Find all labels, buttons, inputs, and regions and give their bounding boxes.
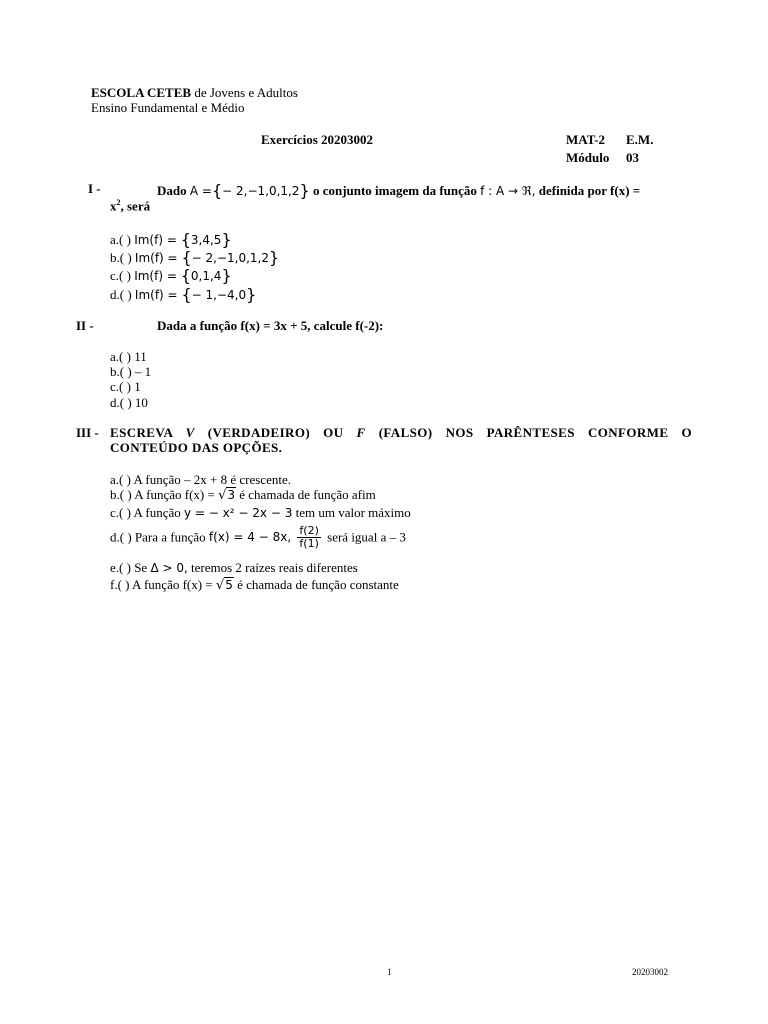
q2-number: II - [76,318,94,333]
option-text: A função – 2x + 8 é crescente. [133,472,291,487]
option-math: Im(f) = {− 1,−4,0} [134,285,257,304]
school-name-bold: ESCOLA CETEB [91,85,192,100]
q1-x: x [110,198,117,214]
q2-option-c[interactable] [110,380,141,394]
q3-option-b[interactable] [110,488,376,503]
fraction-numerator: f(2) [299,524,319,537]
option-text-post: será igual a – 3 [327,529,406,545]
q3-v: V [185,425,195,440]
q1-func-signature: f : A → ℜ, [480,184,536,198]
sqrt-symbol: √ [215,578,225,593]
option-math: Im(f) = {− 2,−1,0,1,2} [134,248,280,267]
option-letter: a.( ) [110,349,131,364]
q1-middle: o conjunto imagem da função [312,183,477,198]
module-label: Módulo [566,150,610,165]
radicand: 5 [225,578,233,592]
q3-option-f[interactable] [110,578,399,593]
option-text: A função f(x) = [134,487,215,502]
option-text: Se [134,560,148,575]
q3-statement-line2: CONTEÚDO DAS OPÇÕES. [110,440,283,455]
sqrt-symbol: √ [218,488,227,503]
option-letter: a.( ) [110,472,131,487]
subject-code: MAT-2 [566,132,605,147]
option-letter: d.( ) [110,287,132,302]
q1-option-c[interactable] [110,267,232,285]
school-level: Ensino Fundamental e Médio [91,100,245,115]
q1-set-a-values: − 2,−1,0,1,2 [222,184,300,198]
q1-number: I - [88,181,101,196]
school-name [91,86,298,100]
option-letter: b.( ) [110,487,132,502]
option-math: y = − x² − 2x − 3 [184,506,293,520]
option-text: Para a função [134,529,206,545]
fraction [297,525,320,550]
module-number: 03 [626,150,639,165]
grade-label: E.M. [626,132,654,147]
option-letter: b.( ) [110,250,132,265]
option-text: A função [133,505,181,520]
option-math: Δ > 0, [150,561,188,575]
q3-option-c[interactable] [110,506,411,520]
option-letter: f.( ) [110,577,130,592]
q1-statement-line1 [157,182,640,200]
option-letter: d.( ) [110,529,132,545]
option-text: – 1 [134,364,152,379]
q1-prefix: Dado [157,183,187,198]
q3-option-d[interactable] [110,525,406,550]
option-letter: e.( ) [110,560,131,575]
q3-statement-line1: ESCREVA V (VERDADEIRO) OU F (FALSO) NOS PARÊNTESES CONFORME O [110,425,692,440]
option-text: 1 [134,379,141,394]
q2-statement: Dada a função f(x) = 3x + 5, calcule f(-2): [157,318,384,333]
q1-line2-rest: , será [120,198,151,214]
fraction-denominator: f(1) [299,537,319,550]
option-text-post: é chamada de função constante [237,577,399,592]
option-letter: c.( ) [110,268,131,283]
option-text-post: é chamada de função afim [239,487,376,502]
q1-option-b[interactable] [110,249,279,267]
q2-option-a[interactable] [110,350,147,364]
option-text: 10 [134,395,148,410]
q1-suffix: definida por f(x) = [538,183,641,198]
option-letter: c.( ) [110,379,131,394]
q3-option-a[interactable] [110,473,291,487]
exercises-title: Exercícios 20203002 [261,132,374,147]
q3-f: F [356,425,366,440]
q2-option-b[interactable] [110,365,151,379]
option-math: Im(f) = {0,1,4} [134,266,232,285]
q3-option-e[interactable] [110,561,358,575]
q1-set-a-lhs: A = [189,184,212,198]
option-text: 11 [134,349,147,364]
option-text-post: teremos 2 raízes reais diferentes [191,560,358,575]
option-math: Im(f) = {3,4,5} [134,230,232,249]
footer-code: 20203002 [632,967,668,977]
option-letter: b.( ) [110,364,132,379]
option-letter: c.( ) [110,505,131,520]
school-name-rest: de Jovens e Adultos [194,85,298,100]
option-letter: d.( ) [110,395,132,410]
page-number: 1 [387,967,392,977]
option-letter: a.( ) [110,232,131,247]
q1-option-d[interactable] [110,286,256,304]
q1-statement-line2 [110,199,150,214]
q1-exponent: 2 [116,198,121,207]
q1-option-a[interactable] [110,231,232,249]
q3-number: III - [76,425,99,440]
q2-option-d[interactable] [110,396,148,410]
option-text: A função f(x) = [132,577,213,592]
option-math: f(x) = 4 − 8x, [208,529,292,544]
option-text-post: tem um valor máximo [295,505,411,520]
radicand: 3 [227,488,236,502]
q1-set-a: A ={− 2,−1,0,1,2} [189,181,310,200]
